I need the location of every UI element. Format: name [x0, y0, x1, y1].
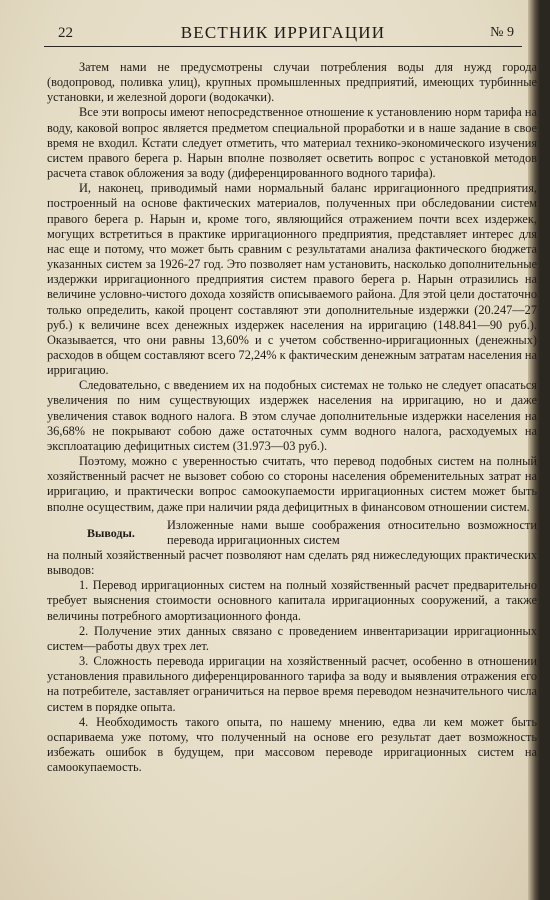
page-number: 22	[58, 25, 73, 41]
conclusions-intro-rest: на полный хозяйственный расчет позволяют нам сделать ряд нижеследующих практических выводов:	[47, 548, 537, 578]
paragraph: И, наконец, приводимый нами нормальный баланс ирригационного предприятия, построенный на основе фактических материалов, полученных при обследовании систем правого берега р. Нарын и, кроме того, являющийся отражением почти всех издержек, могущих встретиться в практике ирригационного предприятия, представляет интерес для нас еще и потому, что может быть сравним с результатами анализа фактического бюджета указанных систем за 1926-27 год. Это позволяет нам установить, насколько дополнительные издержки ирригационного предприятия систем правого берега р. Нарын отразились на величине условно-чистого дохода хозяйств описываемого района. Для этой цели достаточно только определить, какой процент составляют эти дополнительные издержки (20.247—27 руб.) к величине всех денежных издержек населения на ирригацию (148.841—90 руб.). Оказывается, что они равны 13,60% и с учетом собственно-ирригационных (денежных) расходов в общем составляют всего 72,24% к фактическим денежным затратам населения на ирригацию.	[47, 181, 537, 378]
article-body	[47, 60, 537, 775]
conclusions-label: Выводы.	[87, 525, 135, 540]
conclusion-item: 4. Необходимость такого опыта, по нашему мнению, едва ли кем может быть оспариваема уже потому, что полученный на основе его результат дает возможность избежать ошибок в будущем, при массовом переводе ирригационных систем на самоокупаемость.	[47, 714, 537, 775]
conclusions-intro-start: Изложенные нами выше соображения относительно возможности перевода ирригационных систем	[167, 517, 537, 547]
conclusion-item: 2. Получение этих данных связано с проведением инвентаризации ирригационных систем—работы двух трех лет.	[47, 623, 537, 653]
paragraph: Затем нами не предусмотрены случаи потребления воды для нужд города (водопровод, поливка улиц), крупных промышленных предприятий, имеющих турбинные установки, и железной дороги (водокачки).	[47, 60, 537, 105]
running-header	[44, 22, 522, 47]
paragraph: Следовательно, с введением их на подобных системах не только не следует опасаться увеличения по ним существующих издержек населения на ирригацию, но и даже увеличения ставок водного налога. В этом случае дополнительные издержки населения на 36,68% не покрывают собою даже остаточных сумм водного налога, расходуемых на эксплоатацию дефицитных систем (31.973—03 руб.).	[47, 378, 537, 453]
issue-number: № 9	[490, 25, 514, 40]
journal-title: ВЕСТНИК ИРРИГАЦИИ	[180, 23, 386, 42]
conclusion-item: 1. Перевод ирригационных систем на полный хозяйственный расчет предварительно требует выяснения стоимости основного капитала ирригационных сооружений, а также величины потребного амортизационного фонда.	[47, 578, 537, 623]
paragraph: Все эти вопросы имеют непосредственное отношение к установлению норм тарифа на воду, каковой вопрос является предметом специальной проработки и в наше задание в свое время не входил. Кстати следует отметить, что материал технико-экономического изучения систем правого берега р. Нарын вполне позволяет осветить вопрос с установкой методов расчета ставок обложения за воду (диференцированного водного тарифа).	[47, 105, 537, 181]
conclusions-block	[47, 518, 537, 548]
paragraph: Поэтому, можно с уверенностью считать, что перевод подобных систем на полный хозяйственный расчет не вызовет собою со стороны населения обременительных затрат на ирригацию, и практически вопрос самоокупаемости ирригационных систем может быть вполне осуществим, даже при наличии ряда дефицитных в финансовом отношении систем.	[47, 454, 537, 514]
conclusion-item: 3. Сложность перевода ирригации на хозяйственный расчет, особенно в отношении установления правильного диференцированного тарифа за воду и выявления отражения его на потребителе, заставляет ограничиться на первое время переводом незначительного числа систем в порядке опыта.	[47, 654, 537, 714]
